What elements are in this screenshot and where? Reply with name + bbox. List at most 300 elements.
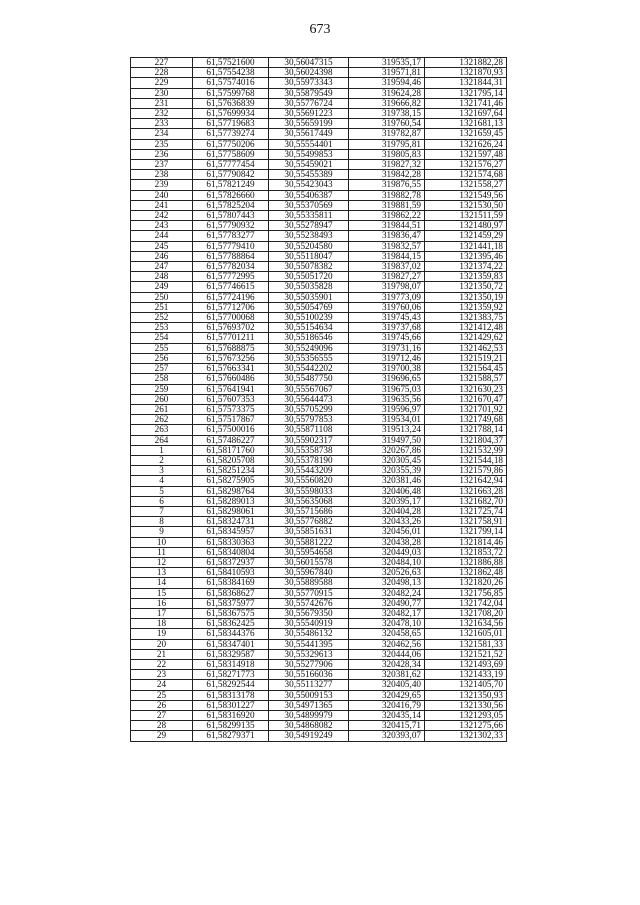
longitude-cell: 30,55078382 [269,262,349,272]
longitude-cell: 30,55009153 [269,690,349,700]
latitude-cell: 61,57777454 [193,160,269,170]
latitude-cell: 61,58410593 [193,568,269,578]
x-coordinate-cell: 319836,47 [349,231,425,241]
table-row [131,119,507,129]
longitude-cell: 30,55459021 [269,160,349,170]
longitude-cell: 30,55871108 [269,425,349,435]
point-number-cell: 228 [131,68,193,78]
latitude-cell: 61,57790932 [193,221,269,231]
table-row [131,170,507,180]
latitude-cell: 61,57790842 [193,170,269,180]
longitude-cell: 30,55954658 [269,547,349,557]
y-coordinate-cell: 1321795,14 [425,88,507,98]
table-row [131,639,507,649]
table-row [131,353,507,363]
latitude-cell: 61,57772995 [193,272,269,282]
y-coordinate-cell: 1321682,70 [425,496,507,506]
coordinates-table-body [131,58,507,742]
longitude-cell: 30,55054769 [269,302,349,312]
point-number-cell: 249 [131,282,193,292]
y-coordinate-cell: 1321708,20 [425,608,507,618]
latitude-cell: 61,58347401 [193,639,269,649]
longitude-cell: 30,55278947 [269,221,349,231]
longitude-cell: 30,55598033 [269,486,349,496]
y-coordinate-cell: 1321626,24 [425,139,507,149]
point-number-cell: 258 [131,374,193,384]
latitude-cell: 61,58275905 [193,476,269,486]
y-coordinate-cell: 1321853,72 [425,547,507,557]
longitude-cell: 30,55443209 [269,466,349,476]
x-coordinate-cell: 320526,63 [349,568,425,578]
latitude-cell: 61,57783277 [193,231,269,241]
longitude-cell: 30,55889588 [269,578,349,588]
point-number-cell: 20 [131,639,193,649]
y-coordinate-cell: 1321597,48 [425,149,507,159]
longitude-cell: 30,55540919 [269,619,349,629]
point-number-cell: 13 [131,568,193,578]
point-number-cell: 2 [131,455,193,465]
latitude-cell: 61,57599768 [193,88,269,98]
table-row [131,568,507,578]
y-coordinate-cell: 1321511,59 [425,211,507,221]
y-coordinate-cell: 1321359,83 [425,272,507,282]
point-number-cell: 257 [131,364,193,374]
x-coordinate-cell: 319827,27 [349,272,425,282]
y-coordinate-cell: 1321521,52 [425,649,507,659]
longitude-cell: 30,55186546 [269,333,349,343]
table-row [131,68,507,78]
table-row [131,251,507,261]
longitude-cell: 30,55442202 [269,364,349,374]
point-number-cell: 14 [131,578,193,588]
x-coordinate-cell: 319696,65 [349,374,425,384]
x-coordinate-cell: 319745,43 [349,313,425,323]
longitude-cell: 30,55879549 [269,88,349,98]
table-row [131,78,507,88]
x-coordinate-cell: 320267,86 [349,445,425,455]
y-coordinate-cell: 1321544,18 [425,455,507,465]
longitude-cell: 30,55423043 [269,180,349,190]
table-row [131,149,507,159]
longitude-cell: 30,56024398 [269,68,349,78]
x-coordinate-cell: 320305,45 [349,455,425,465]
longitude-cell: 30,55358738 [269,445,349,455]
y-coordinate-cell: 1321870,93 [425,68,507,78]
x-coordinate-cell: 320381,62 [349,670,425,680]
y-coordinate-cell: 1321576,27 [425,160,507,170]
table-row [131,659,507,669]
y-coordinate-cell: 1321383,75 [425,313,507,323]
y-coordinate-cell: 1321814,46 [425,537,507,547]
point-number-cell: 235 [131,139,193,149]
point-number-cell: 10 [131,537,193,547]
point-number-cell: 21 [131,649,193,659]
longitude-cell: 30,55499853 [269,149,349,159]
table-row [131,302,507,312]
latitude-cell: 61,57699934 [193,109,269,119]
y-coordinate-cell: 1321862,48 [425,568,507,578]
point-number-cell: 239 [131,180,193,190]
table-row [131,445,507,455]
longitude-cell: 30,55486132 [269,629,349,639]
point-number-cell: 9 [131,527,193,537]
y-coordinate-cell: 1321663,28 [425,486,507,496]
point-number-cell: 241 [131,200,193,210]
longitude-cell: 30,55406387 [269,190,349,200]
y-coordinate-cell: 1321412,48 [425,323,507,333]
y-coordinate-cell: 1321564,45 [425,364,507,374]
x-coordinate-cell: 320355,39 [349,466,425,476]
table-row [131,670,507,680]
y-coordinate-cell: 1321882,28 [425,58,507,68]
point-number-cell: 28 [131,721,193,731]
point-number-cell: 260 [131,394,193,404]
page-number: 673 [309,22,331,37]
y-coordinate-cell: 1321480,97 [425,221,507,231]
point-number-cell: 263 [131,425,193,435]
x-coordinate-cell: 319624,28 [349,88,425,98]
x-coordinate-cell: 319760,06 [349,302,425,312]
y-coordinate-cell: 1321749,68 [425,415,507,425]
x-coordinate-cell: 319844,15 [349,251,425,261]
table-row [131,527,507,537]
longitude-cell: 30,56015578 [269,557,349,567]
latitude-cell: 61,58375977 [193,598,269,608]
latitude-cell: 61,57807443 [193,211,269,221]
y-coordinate-cell: 1321350,93 [425,690,507,700]
y-coordinate-cell: 1321302,33 [425,731,507,741]
y-coordinate-cell: 1321820,26 [425,578,507,588]
table-row [131,211,507,221]
table-row [131,578,507,588]
point-number-cell: 238 [131,170,193,180]
table-row [131,455,507,465]
x-coordinate-cell: 320458,65 [349,629,425,639]
table-row [131,588,507,598]
x-coordinate-cell: 319798,07 [349,282,425,292]
longitude-cell: 30,55659199 [269,119,349,129]
longitude-cell: 30,55770915 [269,588,349,598]
longitude-cell: 30,55881222 [269,537,349,547]
table-row [131,486,507,496]
x-coordinate-cell: 320381,46 [349,476,425,486]
y-coordinate-cell: 1321558,27 [425,180,507,190]
point-number-cell: 259 [131,384,193,394]
y-coordinate-cell: 1321642,94 [425,476,507,486]
latitude-cell: 61,57758609 [193,149,269,159]
latitude-cell: 61,58367575 [193,608,269,618]
point-number-cell: 232 [131,109,193,119]
longitude-cell: 30,54899979 [269,711,349,721]
x-coordinate-cell: 319805,83 [349,149,425,159]
x-coordinate-cell: 320416,79 [349,700,425,710]
x-coordinate-cell: 320478,10 [349,619,425,629]
x-coordinate-cell: 320406,48 [349,486,425,496]
longitude-cell: 30,55691223 [269,109,349,119]
x-coordinate-cell: 320456,01 [349,527,425,537]
latitude-cell: 61,57724196 [193,292,269,302]
latitude-cell: 61,58298764 [193,486,269,496]
latitude-cell: 61,57826660 [193,190,269,200]
x-coordinate-cell: 320438,28 [349,537,425,547]
longitude-cell: 30,55329613 [269,649,349,659]
y-coordinate-cell: 1321742,04 [425,598,507,608]
point-number-cell: 242 [131,211,193,221]
x-coordinate-cell: 320462,56 [349,639,425,649]
longitude-cell: 30,55487750 [269,374,349,384]
table-row [131,537,507,547]
y-coordinate-cell: 1321519,21 [425,353,507,363]
longitude-cell: 30,55560820 [269,476,349,486]
point-number-cell: 240 [131,190,193,200]
table-row [131,700,507,710]
x-coordinate-cell: 319675,03 [349,384,425,394]
latitude-cell: 61,58289013 [193,496,269,506]
point-number-cell: 22 [131,659,193,669]
point-number-cell: 262 [131,415,193,425]
table-row [131,282,507,292]
latitude-cell: 61,58368627 [193,588,269,598]
table-row [131,333,507,343]
x-coordinate-cell: 319745,66 [349,333,425,343]
latitude-cell: 61,57739274 [193,129,269,139]
point-number-cell: 233 [131,119,193,129]
point-number-cell: 252 [131,313,193,323]
latitude-cell: 61,57554238 [193,68,269,78]
x-coordinate-cell: 319837,02 [349,262,425,272]
x-coordinate-cell: 319666,82 [349,98,425,108]
longitude-cell: 30,55277906 [269,659,349,669]
x-coordinate-cell: 320482,24 [349,588,425,598]
y-coordinate-cell: 1321581,33 [425,639,507,649]
y-coordinate-cell: 1321588,57 [425,374,507,384]
point-number-cell: 8 [131,517,193,527]
y-coordinate-cell: 1321493,69 [425,659,507,669]
latitude-cell: 61,57779410 [193,241,269,251]
x-coordinate-cell: 320405,40 [349,680,425,690]
y-coordinate-cell: 1321359,92 [425,302,507,312]
y-coordinate-cell: 1321697,64 [425,109,507,119]
table-row [131,629,507,639]
point-number-cell: 256 [131,353,193,363]
latitude-cell: 61,57660486 [193,374,269,384]
longitude-cell: 30,55851631 [269,527,349,537]
point-number-cell: 23 [131,670,193,680]
y-coordinate-cell: 1321579,86 [425,466,507,476]
latitude-cell: 61,58205708 [193,455,269,465]
table-row [131,711,507,721]
point-number-cell: 230 [131,88,193,98]
point-number-cell: 229 [131,78,193,88]
table-row [131,262,507,272]
longitude-cell: 30,55742676 [269,598,349,608]
latitude-cell: 61,57574016 [193,78,269,88]
table-row [131,129,507,139]
table-row [131,190,507,200]
y-coordinate-cell: 1321530,50 [425,200,507,210]
latitude-cell: 61,57517867 [193,415,269,425]
point-number-cell: 18 [131,619,193,629]
y-coordinate-cell: 1321741,46 [425,98,507,108]
point-number-cell: 264 [131,435,193,445]
table-row [131,364,507,374]
x-coordinate-cell: 319882,78 [349,190,425,200]
point-number-cell: 17 [131,608,193,618]
latitude-cell: 61,58299135 [193,721,269,731]
latitude-cell: 61,58251234 [193,466,269,476]
x-coordinate-cell: 319832,57 [349,241,425,251]
point-number-cell: 29 [131,731,193,741]
y-coordinate-cell: 1321804,37 [425,435,507,445]
latitude-cell: 61,57688875 [193,343,269,353]
x-coordinate-cell: 319827,32 [349,160,425,170]
point-number-cell: 227 [131,58,193,68]
latitude-cell: 61,58324731 [193,517,269,527]
y-coordinate-cell: 1321275,66 [425,721,507,731]
table-row [131,598,507,608]
table-row [131,231,507,241]
y-coordinate-cell: 1321799,14 [425,527,507,537]
latitude-cell: 61,57500016 [193,425,269,435]
x-coordinate-cell: 320449,03 [349,547,425,557]
longitude-cell: 30,55370569 [269,200,349,210]
x-coordinate-cell: 320490,77 [349,598,425,608]
y-coordinate-cell: 1321532,99 [425,445,507,455]
x-coordinate-cell: 319760,54 [349,119,425,129]
point-number-cell: 24 [131,680,193,690]
latitude-cell: 61,57521600 [193,58,269,68]
longitude-cell: 30,55035828 [269,282,349,292]
latitude-cell: 61,57663341 [193,364,269,374]
x-coordinate-cell: 319795,81 [349,139,425,149]
x-coordinate-cell: 320415,71 [349,721,425,731]
x-coordinate-cell: 319862,22 [349,211,425,221]
point-number-cell: 243 [131,221,193,231]
y-coordinate-cell: 1321429,62 [425,333,507,343]
point-number-cell: 244 [131,231,193,241]
x-coordinate-cell: 320428,34 [349,659,425,669]
longitude-cell: 30,55051720 [269,272,349,282]
x-coordinate-cell: 319773,09 [349,292,425,302]
table-row [131,547,507,557]
table-row [131,435,507,445]
coordinates-table [130,57,507,742]
y-coordinate-cell: 1321630,23 [425,384,507,394]
table-row [131,384,507,394]
table-row [131,721,507,731]
point-number-cell: 231 [131,98,193,108]
table-row [131,221,507,231]
y-coordinate-cell: 1321395,46 [425,251,507,261]
x-coordinate-cell: 319571,81 [349,68,425,78]
point-number-cell: 236 [131,149,193,159]
y-coordinate-cell: 1321374,22 [425,262,507,272]
table-row [131,160,507,170]
point-number-cell: 251 [131,302,193,312]
latitude-cell: 61,57701211 [193,333,269,343]
point-number-cell: 15 [131,588,193,598]
y-coordinate-cell: 1321350,19 [425,292,507,302]
table-row [131,517,507,527]
table-row [131,680,507,690]
longitude-cell: 30,55554401 [269,139,349,149]
table-row [131,425,507,435]
longitude-cell: 30,56047315 [269,58,349,68]
y-coordinate-cell: 1321441,18 [425,241,507,251]
longitude-cell: 30,55035901 [269,292,349,302]
latitude-cell: 61,58330363 [193,537,269,547]
point-number-cell: 6 [131,496,193,506]
latitude-cell: 61,58340804 [193,547,269,557]
latitude-cell: 61,57788864 [193,251,269,261]
y-coordinate-cell: 1321681,13 [425,119,507,129]
latitude-cell: 61,57750206 [193,139,269,149]
longitude-cell: 30,55356555 [269,353,349,363]
y-coordinate-cell: 1321459,29 [425,231,507,241]
table-row [131,88,507,98]
x-coordinate-cell: 319844,51 [349,221,425,231]
point-number-cell: 250 [131,292,193,302]
latitude-cell: 61,58279371 [193,731,269,741]
latitude-cell: 61,58298061 [193,506,269,516]
longitude-cell: 30,55378190 [269,455,349,465]
latitude-cell: 61,57673256 [193,353,269,363]
longitude-cell: 30,55617449 [269,129,349,139]
table-row [131,98,507,108]
point-number-cell: 245 [131,241,193,251]
latitude-cell: 61,58316920 [193,711,269,721]
x-coordinate-cell: 319596,97 [349,404,425,414]
y-coordinate-cell: 1321844,31 [425,78,507,88]
longitude-cell: 30,55238493 [269,231,349,241]
x-coordinate-cell: 319534,01 [349,415,425,425]
y-coordinate-cell: 1321574,68 [425,170,507,180]
point-number-cell: 261 [131,404,193,414]
latitude-cell: 61,57636839 [193,98,269,108]
table-row [131,272,507,282]
x-coordinate-cell: 319842,28 [349,170,425,180]
point-number-cell: 11 [131,547,193,557]
x-coordinate-cell: 320435,14 [349,711,425,721]
point-number-cell: 12 [131,557,193,567]
x-coordinate-cell: 319635,56 [349,394,425,404]
point-number-cell: 7 [131,506,193,516]
table-row [131,649,507,659]
point-number-cell: 247 [131,262,193,272]
longitude-cell: 30,54971365 [269,700,349,710]
latitude-cell: 61,58345957 [193,527,269,537]
point-number-cell: 27 [131,711,193,721]
latitude-cell: 61,57693702 [193,323,269,333]
x-coordinate-cell: 320393,07 [349,731,425,741]
point-number-cell: 248 [131,272,193,282]
latitude-cell: 61,58314918 [193,659,269,669]
table-row [131,180,507,190]
longitude-cell: 30,55100239 [269,313,349,323]
longitude-cell: 30,55973343 [269,78,349,88]
y-coordinate-cell: 1321659,45 [425,129,507,139]
longitude-cell: 30,55154634 [269,323,349,333]
y-coordinate-cell: 1321886,88 [425,557,507,567]
y-coordinate-cell: 1321756,85 [425,588,507,598]
longitude-cell: 30,55249096 [269,343,349,353]
table-row [131,292,507,302]
latitude-cell: 61,57825204 [193,200,269,210]
longitude-cell: 30,55441395 [269,639,349,649]
longitude-cell: 30,55335811 [269,211,349,221]
x-coordinate-cell: 320484,10 [349,557,425,567]
y-coordinate-cell: 1321405,70 [425,680,507,690]
